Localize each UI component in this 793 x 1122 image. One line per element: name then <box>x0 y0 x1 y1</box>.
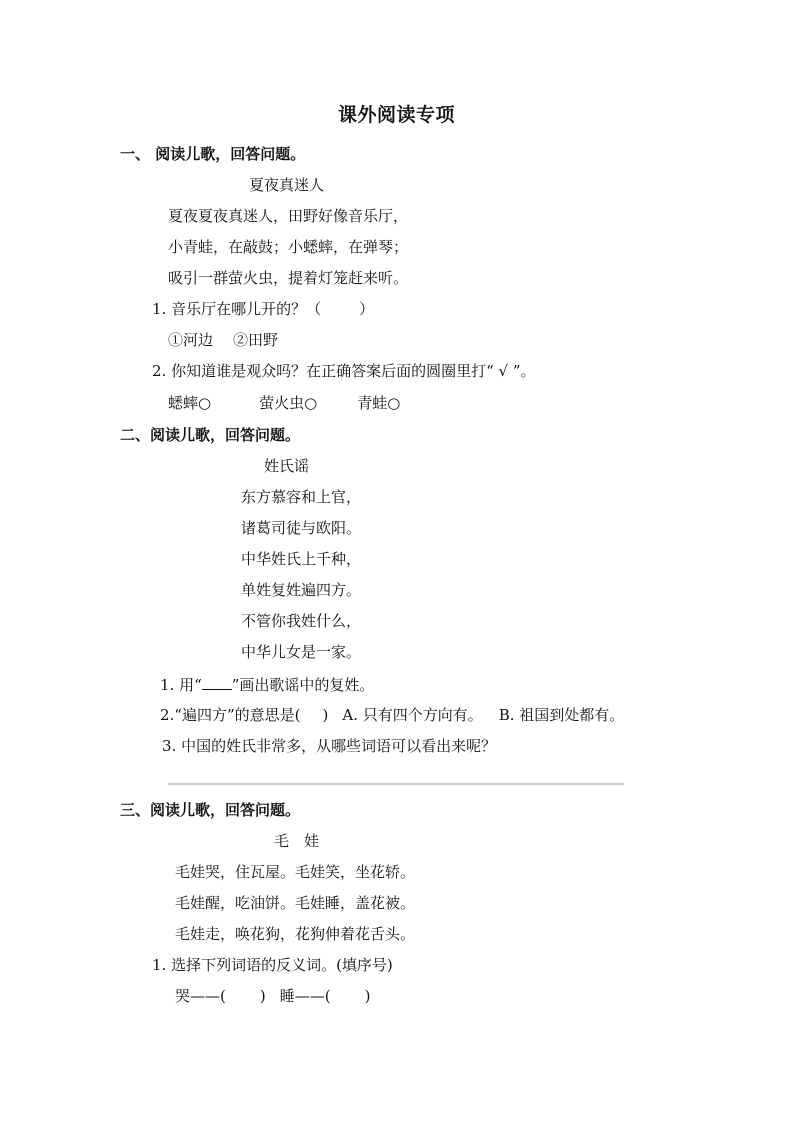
section2-poem-title: 姓氏谣 <box>264 457 310 475</box>
section1-poem-line-1: 夏夜夏夜真迷人，田野好像音乐厅， <box>168 207 409 225</box>
item-cry: 哭——( <box>175 987 226 1005</box>
section3-poem-line-3: 毛娃走，唤花狗，花狗伸着花舌头。 <box>175 925 416 943</box>
item-sleep: 睡——( <box>279 987 331 1005</box>
option-a: A. 只有四个方向有。 <box>342 706 483 724</box>
section2-poem-line-1: 东方慕容和上官， <box>241 488 362 506</box>
section1-question-1 <box>152 302 374 317</box>
close-paren: ) <box>259 987 266 1005</box>
option-cricket[interactable]: 蟋蟀○ <box>168 394 212 412</box>
section1-question-2: 2. 你知道谁是观众吗？在正确答案后面的圆圈里打“ √ ”。 <box>152 362 536 380</box>
section2-question-3: 3. 中国的姓氏非常多，从哪些词语可以看出来呢？ <box>162 737 497 755</box>
option-b: B. 祖国到处都有。 <box>498 706 625 724</box>
section1-q1-options <box>168 333 278 348</box>
close-paren: ） <box>359 300 375 318</box>
section1-poem-title: 夏夜真迷人 <box>249 176 325 194</box>
section3-question-1: 1. 选择下列词语的反义词。(填序号) <box>152 956 393 974</box>
section3-q1-items <box>175 989 370 1004</box>
section2-question-2 <box>160 708 624 723</box>
section1-poem-line-3: 吸引一群萤火虫，提着灯笼赶来听。 <box>168 269 409 287</box>
underline-sample <box>202 677 232 690</box>
section1-heading: 一、 阅读儿歌，回答问题。 <box>120 145 306 163</box>
section1-poem-line-2: 小青蛙，在敲鼓；小蟋蟀，在弹琴； <box>168 238 409 256</box>
section2-question-1 <box>160 677 374 693</box>
section1-q2-options <box>168 396 400 411</box>
section3-heading: 三、阅读儿歌，回答问题。 <box>120 801 301 819</box>
section2-poem-line-5: 不管你我姓什么， <box>241 612 362 630</box>
section2-heading: 二、阅读儿歌，回答问题。 <box>120 426 301 444</box>
document-title: 课外阅读专项 <box>337 104 455 126</box>
section3-poem-title: 毛 娃 <box>274 832 320 850</box>
section3-poem-line-2: 毛娃醒，吃油饼。毛娃睡，盖花被。 <box>175 894 416 912</box>
section2-poem-line-3: 中华姓氏上千种， <box>241 550 362 568</box>
section2-poem-line-6: 中华儿女是一家。 <box>241 643 362 661</box>
answer-line[interactable] <box>168 783 624 785</box>
close-paren: ) <box>364 987 371 1005</box>
option-1: ①河边 <box>168 331 214 349</box>
option-firefly[interactable]: 萤火虫○ <box>259 394 318 412</box>
question-text: 1. 音乐厅在哪儿开的？（ <box>152 300 322 318</box>
option-frog[interactable]: 青蛙○ <box>357 394 401 412</box>
section2-poem-line-4: 单姓复姓遍四方。 <box>241 581 362 599</box>
option-2: ②田野 <box>233 331 279 349</box>
section2-poem-line-2: 诸葛司徒与欧阳。 <box>241 519 362 537</box>
section3-poem-line-1: 毛娃哭，住瓦屋。毛娃笑，坐花轿。 <box>175 863 416 881</box>
question-text: 2.“遍四方”的意思是( <box>160 706 301 724</box>
question-suffix: ”画出歌谣中的复姓。 <box>231 676 375 694</box>
question-prefix: 1. 用“ <box>160 676 202 694</box>
close-paren: ) <box>322 706 329 724</box>
